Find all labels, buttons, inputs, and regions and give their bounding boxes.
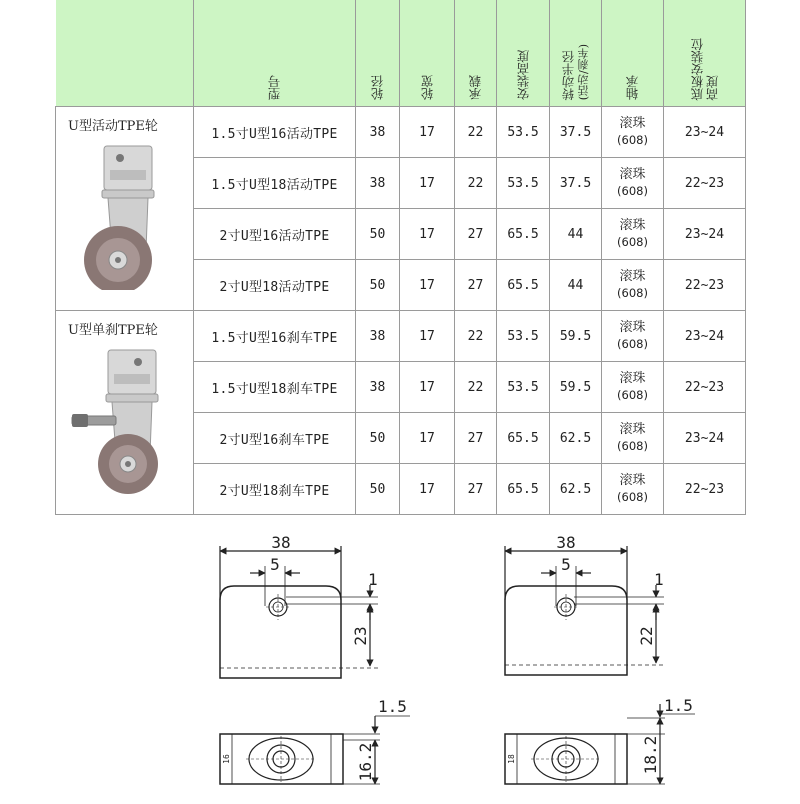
cell-load: 27 <box>455 464 497 515</box>
cell-plate-height: 23~24 <box>664 311 746 362</box>
cell-model: 2寸U型16刹车TPE <box>194 413 356 464</box>
cell-bearing: 滚珠 (608) <box>602 260 664 311</box>
header-row <box>56 0 746 107</box>
cell-model: 2寸U型18刹车TPE <box>194 464 356 515</box>
cell-swivel-radius: 44 <box>550 260 602 311</box>
cell-install-height: 53.5 <box>497 311 550 362</box>
cell-bearing: 滚珠 (608) <box>602 413 664 464</box>
cell-install-height: 65.5 <box>497 413 550 464</box>
cell-wheel-width: 17 <box>400 413 455 464</box>
cell-wheel-width: 17 <box>400 260 455 311</box>
cell-install-height: 65.5 <box>497 209 550 260</box>
cell-model: 2寸U型18活动TPE <box>194 260 356 311</box>
cell-wheel-dia: 38 <box>356 158 400 209</box>
cell-swivel-radius: 59.5 <box>550 311 602 362</box>
swivel-caster-image <box>68 140 178 290</box>
cell-bearing: 滚珠 (608) <box>602 362 664 413</box>
left-gap-label: 1 <box>368 570 378 589</box>
header-bearing: 轴承 <box>602 0 664 107</box>
cell-wheel-dia: 38 <box>356 311 400 362</box>
cell-swivel-radius: 62.5 <box>550 413 602 464</box>
cell-install-height: 53.5 <box>497 158 550 209</box>
cell-swivel-radius: 59.5 <box>550 362 602 413</box>
cell-load: 27 <box>455 209 497 260</box>
cell-install-height: 65.5 <box>497 464 550 515</box>
cell-wheel-dia: 38 <box>356 107 400 158</box>
cell-load: 22 <box>455 362 497 413</box>
cell-bearing: 滚珠 (608) <box>602 107 664 158</box>
cell-plate-height: 22~23 <box>664 158 746 209</box>
cell-load: 27 <box>455 260 497 311</box>
cell-wheel-width: 17 <box>400 464 455 515</box>
cell-bearing: 滚珠 (608) <box>602 311 664 362</box>
header-wheel-dia: 轮径 <box>356 0 400 107</box>
left-width-label: 38 <box>271 533 291 552</box>
header-swivel-radius: 转动半径 (活动/刹车) <box>550 0 602 107</box>
cell-swivel-radius: 37.5 <box>550 107 602 158</box>
table-row <box>56 107 746 158</box>
header-install-height: 安装高度 <box>497 0 550 107</box>
group-cell-brake <box>56 311 194 515</box>
left-side-view <box>220 716 410 784</box>
cell-bearing: 滚珠 (608) <box>602 158 664 209</box>
right-hole-label: 5 <box>561 555 571 574</box>
cell-plate-height: 22~23 <box>664 464 746 515</box>
cell-load: 27 <box>455 413 497 464</box>
cell-wheel-dia: 50 <box>356 413 400 464</box>
cell-load: 22 <box>455 311 497 362</box>
table-row <box>56 311 746 362</box>
cell-model: 1.5寸U型16刹车TPE <box>194 311 356 362</box>
left-front-view <box>220 546 378 678</box>
right-front-view <box>505 546 664 675</box>
cell-bearing: 滚珠 (608) <box>602 464 664 515</box>
cell-plate-height: 22~23 <box>664 362 746 413</box>
cell-wheel-width: 17 <box>400 209 455 260</box>
cell-load: 22 <box>455 107 497 158</box>
left-side-inner-label: 16 <box>222 754 231 764</box>
cell-plate-height: 23~24 <box>664 107 746 158</box>
header-load: 承载 <box>455 0 497 107</box>
group-cell-swivel <box>56 107 194 311</box>
cell-swivel-radius: 44 <box>550 209 602 260</box>
cell-install-height: 53.5 <box>497 362 550 413</box>
cell-load: 22 <box>455 158 497 209</box>
cell-wheel-dia: 50 <box>356 260 400 311</box>
cell-bearing: 滚珠 (608) <box>602 209 664 260</box>
cell-model: 1.5寸U型18刹车TPE <box>194 362 356 413</box>
cell-wheel-dia: 50 <box>356 209 400 260</box>
cell-wheel-width: 17 <box>400 311 455 362</box>
left-height-label: 23 <box>351 626 370 646</box>
cell-plate-height: 22~23 <box>664 260 746 311</box>
group-name: U型单刹TPE轮 <box>68 323 158 338</box>
right-side-gap-label: 1.5 <box>664 696 693 715</box>
left-side-gap-label: 1.5 <box>378 697 407 716</box>
cell-wheel-width: 17 <box>400 107 455 158</box>
cell-model: 1.5寸U型16活动TPE <box>194 107 356 158</box>
cell-plate-height: 23~24 <box>664 209 746 260</box>
header-model: 型号 <box>194 0 356 107</box>
cell-install-height: 53.5 <box>497 107 550 158</box>
dimension-drawings <box>55 518 745 800</box>
drawings-canvas <box>55 518 745 800</box>
right-height-label: 22 <box>637 626 656 646</box>
cell-wheel-width: 17 <box>400 158 455 209</box>
cell-install-height: 65.5 <box>497 260 550 311</box>
cell-swivel-radius: 62.5 <box>550 464 602 515</box>
left-hole-label: 5 <box>270 555 280 574</box>
right-width-label: 38 <box>556 533 576 552</box>
cell-wheel-dia: 50 <box>356 464 400 515</box>
cell-wheel-width: 17 <box>400 362 455 413</box>
cell-model: 1.5寸U型18活动TPE <box>194 158 356 209</box>
brake-caster-image <box>68 344 178 494</box>
spec-table <box>55 0 746 515</box>
cell-swivel-radius: 37.5 <box>550 158 602 209</box>
cell-model: 2寸U型16活动TPE <box>194 209 356 260</box>
cell-plate-height: 23~24 <box>664 413 746 464</box>
header-plate-height: 底板安装位 高度 <box>664 0 746 107</box>
cell-wheel-dia: 38 <box>356 362 400 413</box>
right-side-view <box>505 704 695 784</box>
right-side-height-label: 18.2 <box>641 735 660 775</box>
right-gap-label: 1 <box>654 570 664 589</box>
group-name: U型活动TPE轮 <box>68 119 158 134</box>
header-blank <box>56 0 194 107</box>
right-side-inner-label: 18 <box>507 754 516 764</box>
header-wheel-width: 轮宽 <box>400 0 455 107</box>
left-side-height-label: 16.2 <box>356 742 375 782</box>
